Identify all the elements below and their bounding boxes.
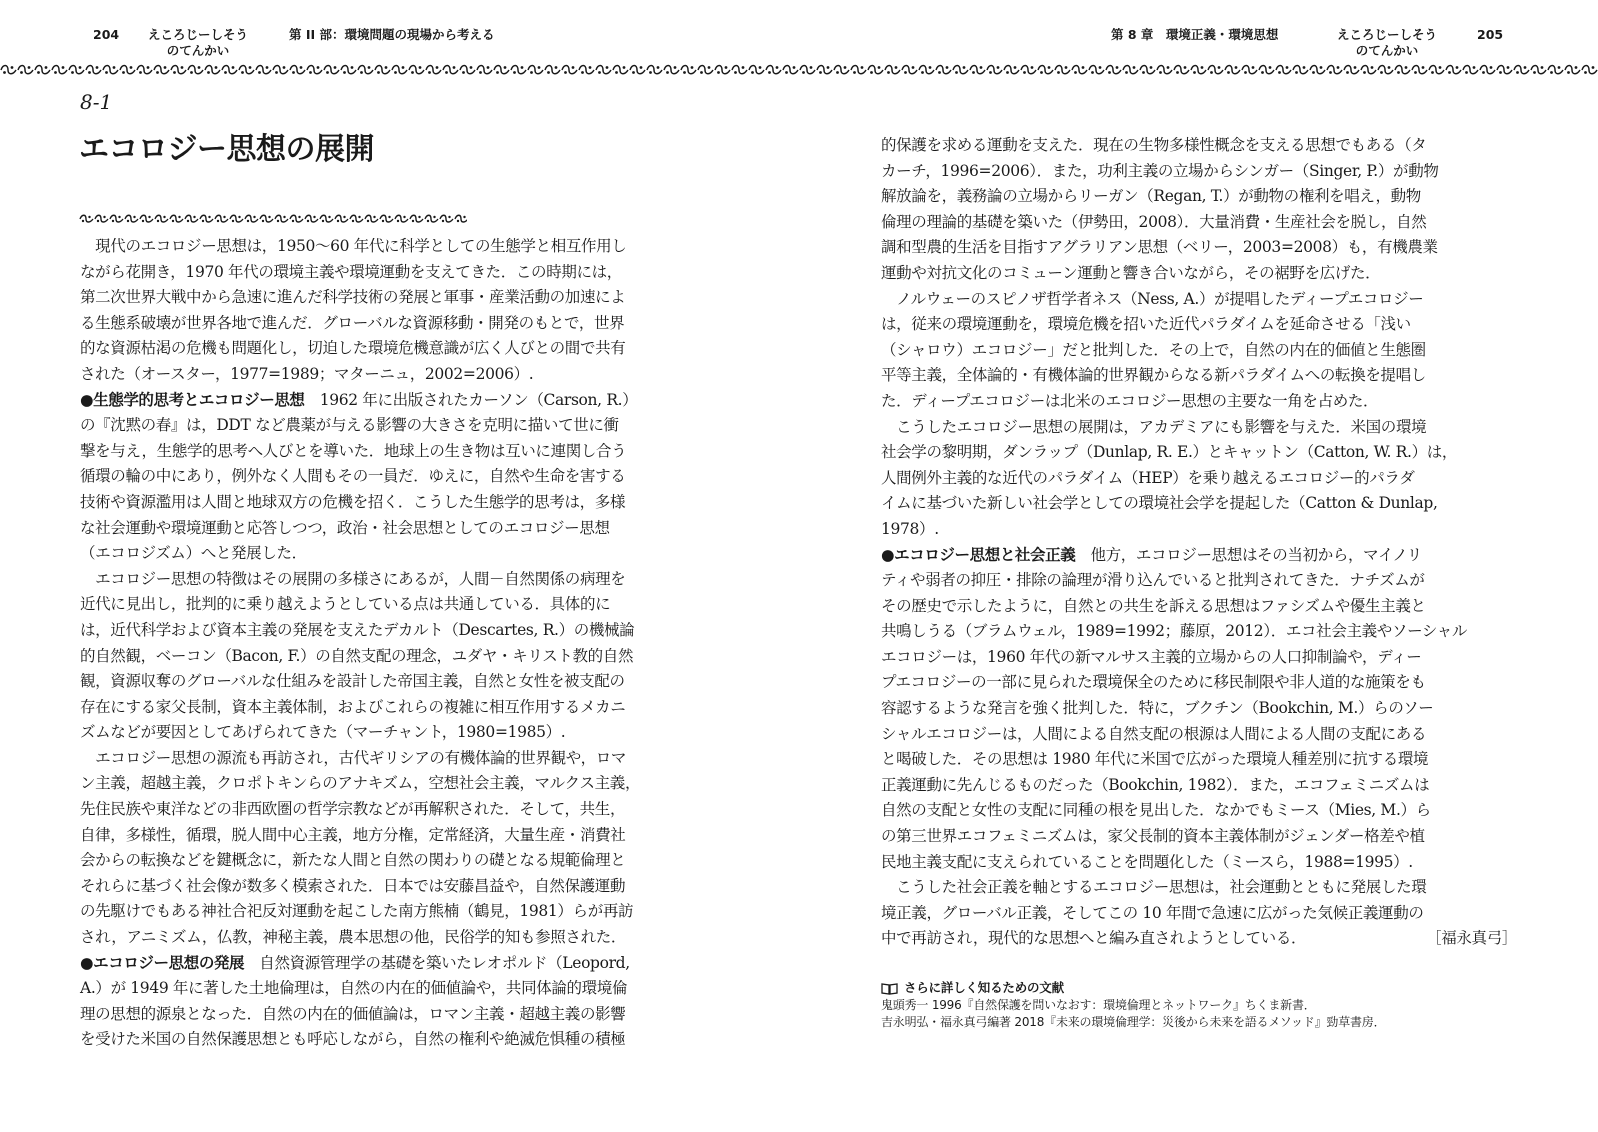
text-line: の第三世界エコフェミニズムは，家父長制的資本主義体制がジェンダー格差や植 (881, 827, 1425, 846)
text-line: （シャロウ）エコロジー」だと批判した．その上で，自然の内在的価値と生態圏 (881, 340, 1426, 359)
text-line: 平等主義，全体論的・有機体論的世界観からなる新パラダイムへの転換を提唱し (881, 366, 1426, 385)
brand-line-1: えころじーしそう (148, 27, 249, 42)
text-line: 自律，多様性，循環，脱人間中心主義，地方分権，定常経済，大量生産・消費社 (80, 825, 626, 844)
text-line: 正義運動に先んじるものだった（Bookchin, 1982）．また，エコフェミニズムは (881, 775, 1430, 794)
text-line: ン主義，超越主義，クロポトキンらのアナキズム，空想社会主義，マルクス主義， (80, 774, 641, 793)
text-line: され，アニミズム，仏教，神秘主義，農本思想の他，民俗学的知も参照された． (80, 928, 627, 947)
right-page-number: 205 (1477, 27, 1504, 42)
right-brand-name (1337, 27, 1437, 59)
text-line: 容認するような発言を強く批判した．特に，ブクチン（Bookchin, M.）らのソー (881, 699, 1434, 718)
text-line: 近代に見出し，批判的に乗り越えようとしている点は共通している．具体的に (80, 595, 611, 614)
author-signature: ［福永真弓］ (1426, 929, 1517, 948)
text-line: ズムなどが要因としてあげられてきた（マーチャント，1980=1985）. (80, 723, 566, 742)
chapter-title: 第 8 章 環境正義・環境思想 (1111, 27, 1279, 42)
left-page-body (80, 234, 700, 1053)
text-line: 民地主義支配に支えられていることを問題化した（ミースら，1988=1995）. (881, 852, 1413, 871)
run-in-heading: ●エコロジー思想と社会正義 (881, 545, 1076, 564)
text-line: （エコロジズム）へと発展した． (80, 544, 307, 563)
text-line: それらに基づく社会像が数多く模索された．日本では安藤昌益や，自然保護運動 (80, 876, 626, 895)
text-line: こうした社会正義を軸とするエコロジー思想は，社会運動とともに発展した環 (896, 878, 1427, 897)
text-line: を受けた米国の自然保護思想とも呼応しながら，自然の権利や絶滅危惧種の積極 (80, 1030, 626, 1049)
text-line: 存在にする家父長制，資本主義体制，およびこれらの複雑に相互作用するメカニ (80, 697, 626, 716)
text-line: ながら花開き，1970 年代の環境主義や環境運動を支えてきた．この時期には， (80, 262, 622, 281)
section-title: エコロジー思想の展開 (79, 132, 374, 167)
text-line: 境正義，グローバル正義，そしてこの 10 年間で急速に広がった気候正義運動の (881, 903, 1424, 922)
text-line: ●エコロジー思想と社会正義 他方，エコロジー思想はその当初から，マイノリ (881, 545, 1422, 564)
text-line: 的自然観，ベーコン（Bacon, F.）の自然支配の理念，ユダヤ・キリスト教的自然 (80, 646, 634, 665)
text-line: 調和型農的生活を目指すアグラリアン思想（ベリー，2003=2008）も，有機農業 (881, 238, 1438, 257)
text-line: た．ディープエコロジーは北米のエコロジー思想の主要な一角を占めた． (881, 391, 1379, 410)
brand-line-2: のてんかい (166, 43, 230, 58)
text-line: エコロジー思想の特徴はその展開の多様さにあるが，人間－自然関係の病理を (95, 569, 626, 588)
text-line: 技術や資源濫用は人間と地球双方の危機を招く．こうした生態学的思考は，多様 (80, 492, 626, 511)
text-line: 自然の支配と女性の支配に同種の根を見出した．なかでもミース（Mies, M.）ら (881, 801, 1431, 820)
text-line: は，従来の環境運動を，環境危機を招いた近代パラダイムを延命させる「浅い (881, 315, 1411, 334)
section-number: 8-1 (80, 90, 113, 114)
run-in-heading: ●エコロジー思想の発展 (80, 953, 245, 972)
brand-line-1: えころじーしそう (1337, 27, 1438, 42)
text-line: ●生態学的思考とエコロジー思想 1962 年に出版されたカーソン（Carson, R.） (80, 390, 638, 409)
text-line: は，近代科学および資本主義の発展を支えたデカルト（Descartes, R.）の機械論 (80, 620, 635, 639)
reading-item: 鬼頭秀一 1996『自然保護を問いなおす：環境倫理とネットワーク』ちくま新書． (881, 998, 1316, 1012)
open-book-icon (881, 982, 898, 995)
text-line: 1978）. (881, 519, 939, 538)
text-line: その歴史で示したように，自然との共生を訴える思想はファシズムや優生主義と (881, 596, 1426, 615)
text-line: 撃を与え，生態学的思考へ人びとを導いた．地球上の生き物は互いに連関し合う (80, 441, 627, 460)
text-line: ノルウェーのスピノザ哲学者ネス（Ness, A.）が提唱したディープエコロジー (896, 289, 1424, 308)
further-reading-heading: さらに詳しく知るための文献 (881, 979, 1531, 997)
text-line: 理の思想的源泉となった．自然の内在的価値論は，ロマン主義・超越主義の影響 (80, 1004, 626, 1023)
text-line: A.）が 1949 年に著した土地倫理は，自然の内在的価値論や，共同体論的環境倫 (80, 979, 628, 998)
part-title: 第 II 部：環境問題の現場から考える (289, 27, 495, 42)
title-ornament (79, 213, 467, 225)
run-in-heading: ●生態学的思考とエコロジー思想 (80, 390, 305, 409)
text-line: ティや弱者の抑圧・排除の論理が滑り込んでいると批判されてきた．ナチズムが (881, 571, 1425, 590)
right-page-body (881, 133, 1517, 952)
header-ornament (0, 63, 1598, 77)
text-line: な社会運動や環境運動と応答しつつ，政治・社会思想としてのエコロジー思想 (80, 518, 610, 537)
text-line: 社会学の黎明期，ダンラップ（Dunlap, R. E.）とキャットン（Catton, W. R.）は， (881, 443, 1458, 462)
left-brand-name (148, 27, 248, 59)
text-line: の『沈黙の春』は，DDT など農薬が与える影響の大きさを克明に描いて世に衝 (80, 416, 619, 435)
text-line: 観，資源収奪のグローバルな仕組みを設計した帝国主義，自然と女性を被支配の (80, 672, 625, 691)
text-line: された（オースター，1977=1989；マターニュ，2002=2006）. (80, 364, 534, 383)
reading-item: 吉永明弘・福永真弓編著 2018『未来の環境倫理学：災後から未来を語るメソッド』勁草書房． (881, 1015, 1386, 1029)
text-line: ●エコロジー思想の発展 自然資源管理学の基礎を築いたレオポルド（Leopord, (80, 953, 630, 972)
text-line: 共鳴しうる（ブラムウェル，1989=1992；藤原，2012）．エコ社会主義やソーシャル (881, 622, 1468, 641)
further-reading (881, 979, 1531, 1031)
text-line: 人間例外主義的な近代のパラダイム（HEP）を乗り越えるエコロジー的パラダ (881, 468, 1415, 487)
text-line: 循環の輪の中にあり，例外なく人間もその一員だ．ゆえに，自然や生命を害する (80, 467, 626, 486)
text-line: る生態系破壊が世界各地で進んだ．グローバルな資源移動・開発のもとで，世界 (80, 313, 625, 332)
text-line: 運動や対抗文化のコミューン運動と響き合いながら，その裾野を広げた． (881, 263, 1381, 282)
text-line: 的な資源枯渇の危機も問題化し，切迫した環境危機意識が広く人びとの間で共有 (80, 339, 626, 358)
text-line: エコロジー思想の源流も再訪され，古代ギリシアの有機体論的世界観や，ロマ (95, 748, 627, 767)
text-line: カーチ，1996=2006）．また，功利主義の立場からシンガー（Singer, P.）が動物 (881, 161, 1439, 180)
text-line: の先駆けでもある神社合祀反対運動を起こした南方熊楠（鶴見，1981）らが再訪 (80, 902, 634, 921)
text-line: 倫理の理論的基礎を築いた（伊勢田，2008）．大量消費・生産社会を脱し，自然 (881, 212, 1427, 231)
text-line: 会からの転換などを鍵概念に，新たな人間と自然の関わりの礎となる規範倫理と (80, 851, 626, 870)
text-line: 第二次世界大戦中から急速に進んだ科学技術の発展と軍事・産業活動の加速によ (80, 288, 626, 307)
text-line: プエコロジーの一部に見られた環境保全のために移民制限や非人道的な施策をも (881, 673, 1426, 692)
text-line: と喝破した．その思想は 1980 年代に米国で広がった環境人種差別に抗する環境 (881, 750, 1429, 769)
text-line: こうしたエコロジー思想の展開は，アカデミアにも影響を与えた．米国の環境 (896, 417, 1427, 436)
left-page-number: 204 (93, 27, 120, 42)
text-line: 的保護を求める運動を支えた．現在の生物多様性概念を支える思想でもある（タ (881, 136, 1427, 154)
text-line: 解放論を，義務論の立場からリーガン（Regan, T.）が動物の権利を唱え，動物 (881, 187, 1421, 206)
text-line: 先住民族や東洋などの非西欧圏の哲学宗教などが再解釈された．そして，共生， (80, 800, 626, 819)
text-line: 現代のエコロジー思想は，1950～60 年代に科学としての生態学と相互作用し (95, 237, 627, 255)
text-line: 中で再訪され，現代的な思想へと編み直されようとしている． ［福永真弓］ (881, 926, 1517, 952)
text-line: イムに基づいた新しい社会学としての環境社会学を提起した（Catton & Dunlap, (881, 494, 1438, 513)
text-line: シャルエコロジーは，人間による自然支配の根源は人間による人間の支配にある (881, 724, 1427, 743)
text-line: エコロジーは，1960 年代の新マルサス主義的立場からの人口抑制論や，ディー (881, 647, 1422, 666)
brand-line-2: のてんかい (1355, 43, 1419, 58)
